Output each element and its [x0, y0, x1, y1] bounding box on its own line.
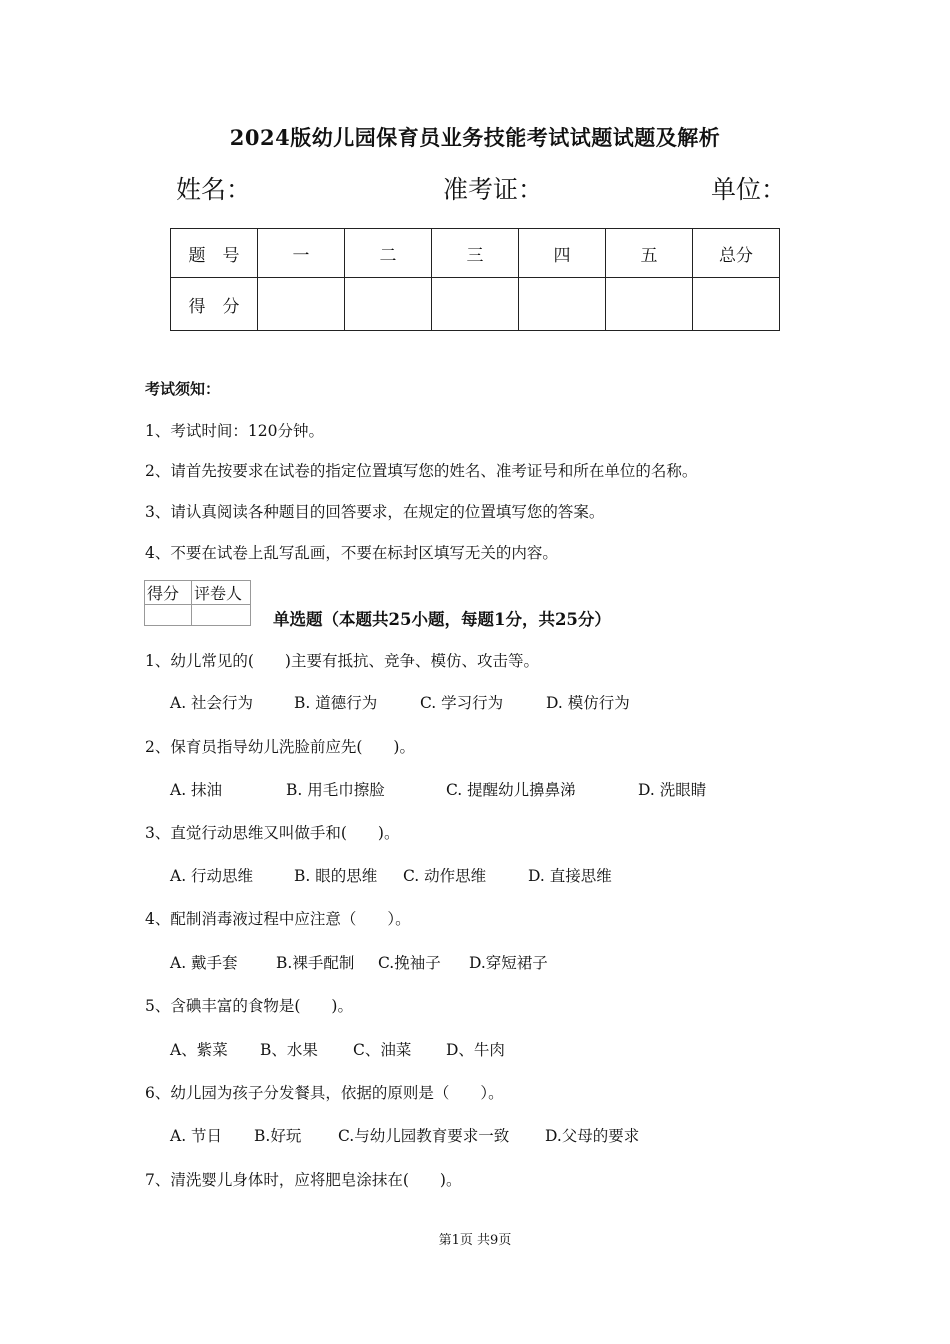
- question-text: 5、含碘丰富的食物是( )。: [145, 997, 353, 1015]
- question-options: [170, 778, 706, 800]
- option-b[interactable]: B. 眼的思维: [294, 867, 378, 885]
- option-c[interactable]: C.挽袖子: [378, 954, 441, 972]
- score-table-row-label: 得 分: [171, 278, 258, 331]
- notice-title: 考试须知：: [145, 380, 221, 398]
- question-text: 4、配制消毒液过程中应注意（ ）。: [145, 910, 411, 928]
- page-footer: 第1页 共9页: [438, 1233, 512, 1248]
- option-d[interactable]: D、牛肉: [446, 1041, 505, 1059]
- option-b[interactable]: B. 用毛巾擦脸: [286, 781, 385, 799]
- question-options: [170, 1124, 639, 1146]
- option-c[interactable]: C. 学习行为: [420, 694, 504, 712]
- option-a[interactable]: A. 戴手套: [170, 954, 238, 972]
- option-b[interactable]: B. 道德行为: [294, 694, 378, 712]
- option-c[interactable]: C、油菜: [353, 1041, 412, 1059]
- question-text: 3、直觉行动思维又叫做手和( )。: [145, 824, 400, 842]
- option-a[interactable]: A. 行动思维: [170, 867, 254, 885]
- score-table-header-cell: 一: [258, 229, 345, 278]
- option-b[interactable]: B.好玩: [254, 1127, 302, 1145]
- score-cell[interactable]: [693, 278, 780, 331]
- option-d[interactable]: D. 模仿行为: [546, 694, 630, 712]
- score-cell[interactable]: [345, 278, 432, 331]
- unit-field-label: 单位：: [711, 175, 787, 204]
- exam-title: 2024版幼儿园保育员业务技能考试试题试题及解析: [229, 125, 721, 150]
- question-text: 7、清洗婴儿身体时，应将肥皂涂抹在( )。: [145, 1171, 462, 1189]
- option-c[interactable]: C. 提醒幼儿擤鼻涕: [446, 781, 576, 799]
- grader-score-label: 得分: [145, 581, 192, 605]
- option-a[interactable]: A. 社会行为: [170, 694, 254, 712]
- score-cell[interactable]: [519, 278, 606, 331]
- score-table-header-cell: 二: [345, 229, 432, 278]
- score-table: [170, 228, 780, 331]
- exam-id-field-label: 准考证：: [443, 175, 544, 204]
- grader-score-cell[interactable]: [145, 605, 192, 626]
- grader-name-cell[interactable]: [192, 605, 251, 626]
- option-b[interactable]: B.裸手配制: [276, 954, 355, 972]
- option-a[interactable]: A. 抹油: [170, 781, 223, 799]
- score-table-score-row: [171, 278, 780, 331]
- score-table-header-cell: 题 号: [171, 229, 258, 278]
- name-field-label: 姓名：: [176, 175, 252, 204]
- option-c[interactable]: C. 动作思维: [403, 867, 487, 885]
- score-table-header-row: [171, 229, 780, 278]
- option-a[interactable]: A、紫菜: [170, 1041, 228, 1059]
- question-options: [170, 951, 548, 973]
- question-options: [170, 1038, 505, 1060]
- score-table-header-cell: 总分: [693, 229, 780, 278]
- option-d[interactable]: D.穿短裙子: [469, 954, 548, 972]
- question-text: 1、幼儿常见的( )主要有抵抗、竞争、模仿、攻击等。: [145, 652, 539, 670]
- score-cell[interactable]: [432, 278, 519, 331]
- notice-item: 3、请认真阅读各种题目的回答要求，在规定的位置填写您的答案。: [145, 503, 605, 521]
- score-table-header-cell: 五: [606, 229, 693, 278]
- option-d[interactable]: D.父母的要求: [545, 1127, 640, 1145]
- option-c[interactable]: C.与幼儿园教育要求一致: [338, 1127, 510, 1145]
- section-title: 单选题（本题共25小题，每题1分，共25分）: [273, 610, 611, 629]
- notice-item: 2、请首先按要求在试卷的指定位置填写您的姓名、准考证号和所在单位的名称。: [145, 462, 698, 480]
- option-b[interactable]: B、水果: [260, 1041, 318, 1059]
- question-text: 6、幼儿园为孩子分发餐具，依据的原则是（ ）。: [145, 1084, 504, 1102]
- question-options: [170, 691, 630, 713]
- notice-item: 4、不要在试卷上乱写乱画，不要在标封区填写无关的内容。: [145, 544, 558, 562]
- option-d[interactable]: D. 洗眼睛: [638, 781, 707, 799]
- score-cell[interactable]: [258, 278, 345, 331]
- option-d[interactable]: D. 直接思维: [528, 867, 612, 885]
- question-options: [170, 864, 612, 886]
- notice-item: 1、考试时间：120分钟。: [145, 422, 324, 440]
- score-table-header-cell: 四: [519, 229, 606, 278]
- grader-box: [144, 580, 251, 626]
- score-table-header-cell: 三: [432, 229, 519, 278]
- option-a[interactable]: A. 节日: [170, 1127, 223, 1145]
- question-text: 2、保育员指导幼儿洗脸前应先( )。: [145, 738, 415, 756]
- score-cell[interactable]: [606, 278, 693, 331]
- grader-name-label: 评卷人: [192, 581, 251, 605]
